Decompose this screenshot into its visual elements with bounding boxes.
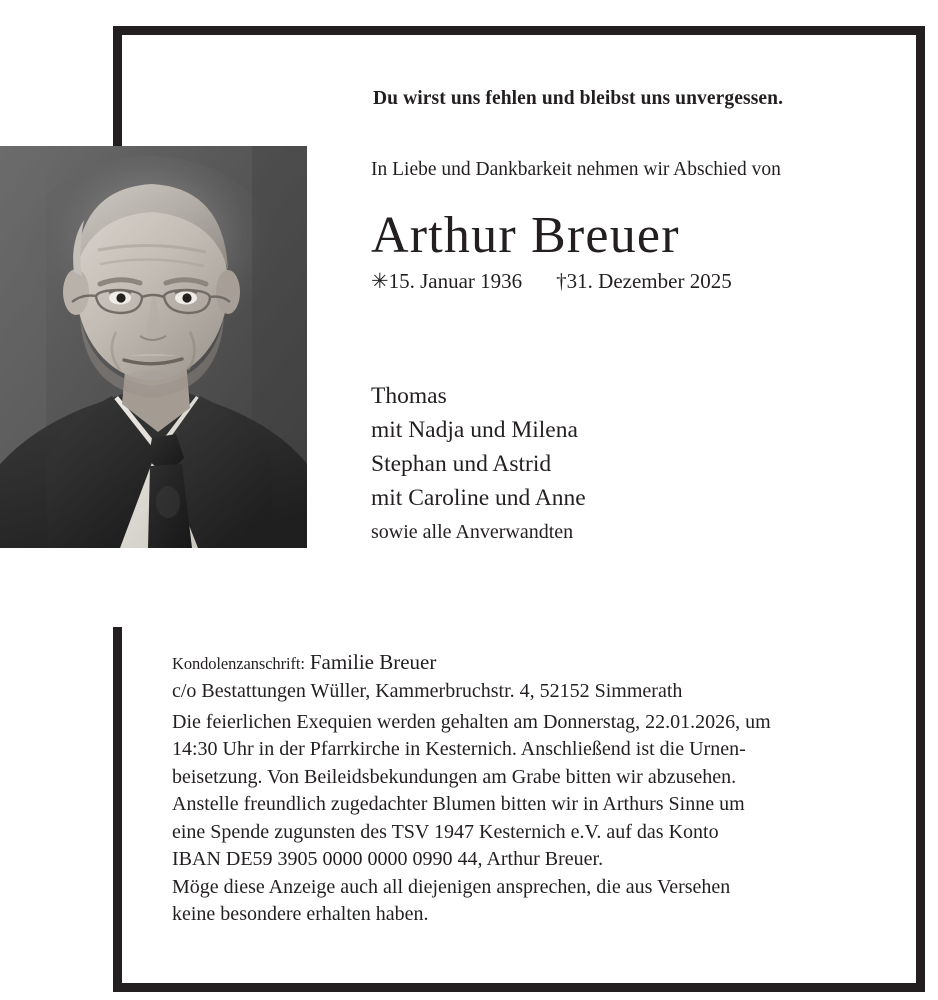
details-block bbox=[172, 648, 872, 929]
epitaph-line: Du wirst uns fehlen und bleibst uns unvergessen. bbox=[373, 88, 784, 109]
condolence-label-text: Kondolenzanschrift: bbox=[172, 654, 305, 673]
portrait-illustration bbox=[0, 146, 307, 548]
frame-bottom-border bbox=[113, 983, 925, 992]
details-line: beisetzung. Von Beileidsbekundungen am Grabe bitten wir abzusehen. bbox=[172, 765, 737, 788]
frame-top-border bbox=[113, 26, 925, 35]
death-symbol-icon: † bbox=[556, 269, 567, 293]
frame-left-border-lower bbox=[113, 627, 122, 992]
portrait-photo bbox=[0, 146, 307, 548]
condolence-address-label bbox=[172, 648, 872, 678]
mourners-footer: sowie alle Anverwandten bbox=[371, 521, 574, 543]
mourner-line: mit Caroline und Anne bbox=[371, 485, 586, 511]
details-line: Anstelle freundlich zugedachter Blumen bitten wir in Arthurs Sinne um bbox=[172, 793, 745, 815]
mourner-line: Stephan und Astrid bbox=[371, 451, 552, 477]
details-line: Die feierlichen Exequien werden gehalten am Donnerstag, 22.01.2026, um bbox=[172, 710, 771, 733]
birth-date: 15. Januar 1936 bbox=[388, 269, 523, 293]
life-dates bbox=[371, 269, 732, 294]
details-line-iban: IBAN DE59 3905 0000 0000 0990 44, Arthur Breuer. bbox=[172, 848, 604, 870]
details-line: 14:30 Uhr in der Pfarrkirche in Kesternich. Anschließend ist die Urnen- bbox=[172, 738, 746, 760]
birth-symbol-icon: ✳ bbox=[371, 269, 389, 293]
death-date: 31. Dezember 2025 bbox=[566, 269, 732, 293]
details-line: keine besondere erhalten haben. bbox=[172, 903, 429, 925]
mourner-line: Thomas bbox=[371, 383, 447, 409]
intro-line: In Liebe und Dankbarkeit nehmen wir Abschied von bbox=[371, 159, 781, 180]
mourner-line: mit Nadja und Milena bbox=[371, 417, 578, 443]
details-line: eine Spende zugunsten des TSV 1947 Kesternich e.V. auf das Konto bbox=[172, 820, 719, 843]
deceased-name: Arthur Breuer bbox=[371, 207, 680, 264]
frame-right-border bbox=[916, 26, 925, 992]
condolence-family-name: Familie Breuer bbox=[309, 650, 437, 674]
details-line: Möge diese Anzeige auch all diejenigen ansprechen, die aus Versehen bbox=[172, 875, 731, 898]
condolence-care-of: c/o Bestattungen Wüller, Kammerbruchstr. 4, 52152 Simmerath bbox=[172, 680, 683, 702]
mourners-list bbox=[371, 379, 586, 547]
